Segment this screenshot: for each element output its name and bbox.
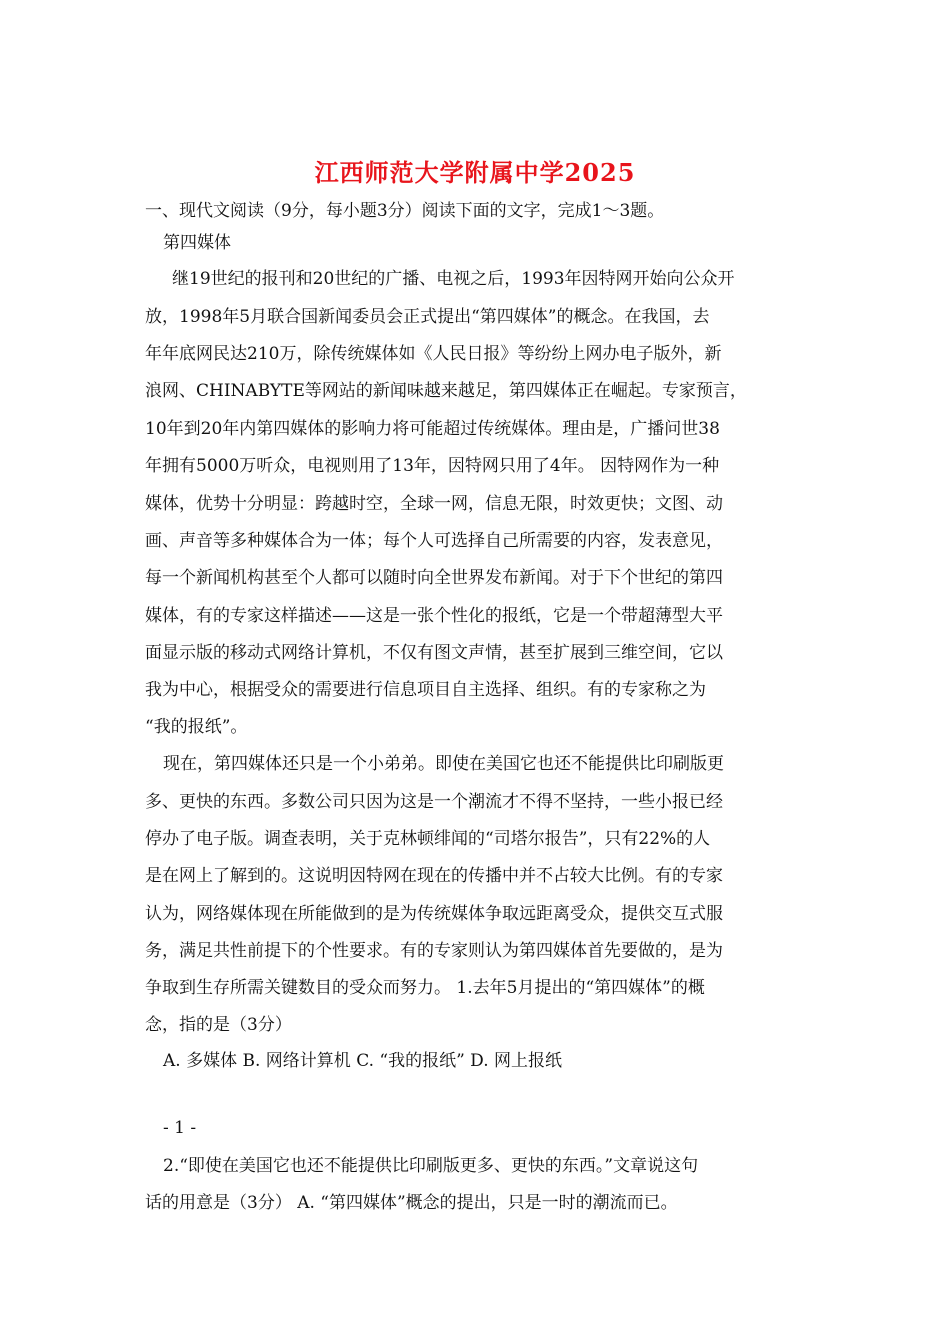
question-2-line: 话的用意是（3分） A. “第四媒体”概念的提出，只是一时的潮流而已。 [145,1193,678,1213]
paragraph-line: 浪网、CHINABYTE等网站的新闻味越来越足，第四媒体正在崛起。专家预言， [145,381,747,401]
section-heading: 一、现代文阅读（9分，每小题3分）阅读下面的文字，完成1～3题。 [145,201,665,221]
paragraph-line: 年拥有5000万听众，电视则用了13年，因特网只用了4年。 因特网作为一种 [145,456,720,476]
paragraph-line: 每一个新闻机构甚至个人都可以随时向全世界发布新闻。对于下个世纪的第四 [145,568,723,588]
paragraph-line: 我为中心，根据受众的需要进行信息项目自主选择、组织。有的专家称之为 [145,680,706,700]
paragraph-line: 现在，第四媒体还只是一个小弟弟。即使在美国它也还不能提供比印刷版更 [163,754,724,774]
paragraph-line: 面显示版的移动式网络计算机，不仅有图文声情，甚至扩展到三维空间，它以 [145,643,723,663]
paragraph-line: 认为，网络媒体现在所能做到的是为传统媒体争取远距离受众，提供交互式服 [145,904,723,924]
document-title: 江西师范大学附属中学2025 [314,158,636,187]
paragraph-line: 停办了电子版。调查表明，关于克林顿绯闻的“司塔尔报告”，只有22%的人 [145,829,711,849]
paragraph-line: 10年到20年内第四媒体的影响力将可能超过传统媒体。理由是，广播问世38 [145,419,720,439]
page-number: - 1 - [163,1118,197,1138]
paragraph-line: 媒体，优势十分明显：跨越时空，全球一网，信息无限，时效更快；文图、动 [145,494,723,514]
paragraph-line: 务，满足共性前提下的个性要求。有的专家则认为第四媒体首先要做的，是为 [145,941,723,961]
question-2-line: 2.“即使在美国它也还不能提供比印刷版更多、更快的东西。”文章说这句 [163,1156,699,1176]
article-title: 第四媒体 [163,233,231,253]
paragraph-line: “我的报纸”。 [145,717,248,737]
paragraph-line: 年年底网民达210万，除传统媒体如《人民日报》等纷纷上网办电子版外，新 [145,344,722,364]
paragraph-line: 画、声音等多种媒体合为一体；每个人可选择自己所需要的内容，发表意见， [145,531,723,551]
paragraph-line: 争取到生存所需关键数目的受众而努力。 1.去年5月提出的“第四媒体”的概 [145,978,705,998]
paragraph-line: 放，1998年5月联合国新闻委员会正式提出“第四媒体”的概念。在我国，去 [145,307,710,327]
paragraph-line: 多、更快的东西。多数公司只因为这是一个潮流才不得不坚持，一些小报已经 [145,792,723,812]
paragraph-line: 继19世纪的报刊和20世纪的广播、电视之后，1993年因特网开始向公众开 [172,269,735,289]
paragraph-line: 念，指的是（3分） [145,1015,292,1035]
paragraph-line: 媒体，有的专家这样描述——这是一张个性化的报纸，它是一个带超薄型大平 [145,606,723,626]
paragraph-line: 是在网上了解到的。这说明因特网在现在的传播中并不占较大比例。有的专家 [145,866,723,886]
question-1-options: A. 多媒体 B. 网络计算机 C. “我的报纸” D. 网上报纸 [163,1051,563,1071]
